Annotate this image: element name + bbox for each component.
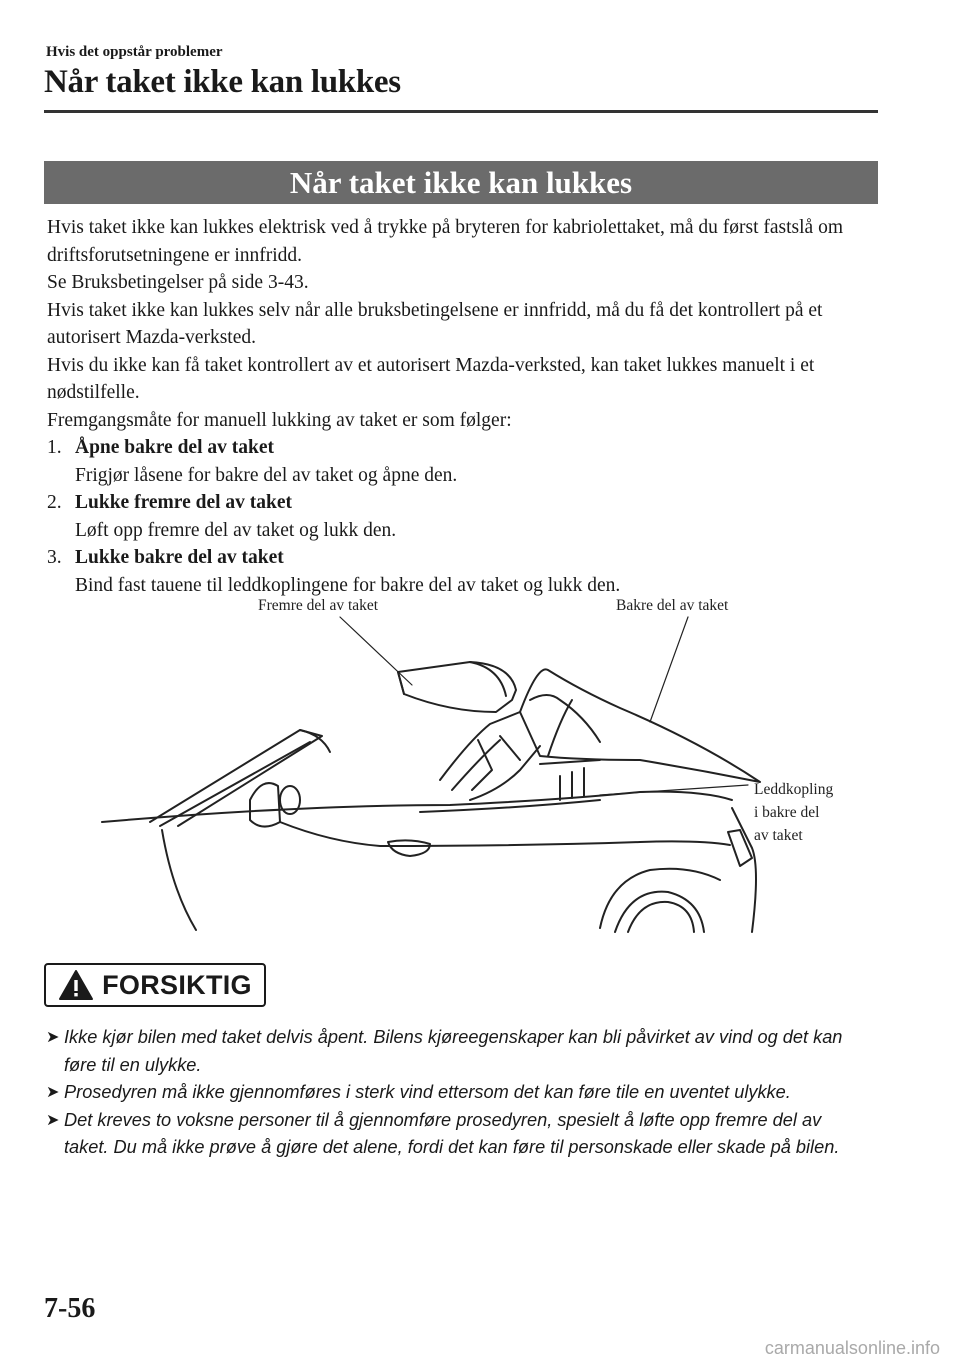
paragraph-emergency: Hvis du ikke kan få taket kontrollert av et autorisert Mazda-verksted, kan taket lukkes manuelt i et nødstilfelle.	[47, 354, 815, 403]
roof-illustration	[0, 590, 960, 940]
caution-item	[46, 1079, 866, 1107]
paragraph-procedure: Fremgangsmåte for manuell lukking av taket er som følger:	[47, 409, 512, 431]
label-rear-link	[754, 778, 833, 847]
step-number: 1.	[47, 437, 62, 458]
caution-item	[46, 1024, 866, 1079]
body-text	[47, 214, 877, 599]
caution-text: Det kreves to voksne personer til å gjennomføre prosedyren, spesielt å løfte opp fremre del av taket. Du må ikke prøve å gjøre det alene, fordi det kan føre til personskade eller skade på bilen.	[64, 1109, 840, 1157]
page-title: Når taket ikke kan lukkes	[44, 64, 401, 100]
caution-item	[46, 1107, 866, 1162]
caution-text: Ikke kjør bilen med taket delvis åpent. Bilens kjøreegenskaper kan bli påvirket av vind og det kan føre til en ulykke.	[64, 1027, 843, 1075]
car-roof-drawing	[0, 590, 960, 940]
label-rear-link-line-1: Leddkopling	[754, 781, 834, 798]
step-number: 2.	[47, 492, 62, 513]
step-number: 3.	[47, 547, 62, 568]
step-title: Åpne bakre del av taket	[75, 437, 274, 458]
label-rear-roof: Bakre del av taket	[616, 597, 729, 614]
label-front-roof: Fremre del av taket	[258, 597, 379, 614]
step-description: Bind fast tauene til leddkoplingene for bakre del av taket og lukk den.	[75, 574, 621, 596]
step-description: Frigjør låsene for bakre del av taket og åpne den.	[75, 464, 458, 486]
warning-triangle-icon	[58, 969, 94, 1001]
arrow-bullet-icon: ➤	[46, 1111, 60, 1129]
step-2	[47, 489, 877, 544]
caution-label: FORSIKTIG	[102, 969, 252, 1000]
watermark: carmanualsonline.info	[764, 1338, 940, 1358]
arrow-bullet-icon: ➤	[46, 1029, 60, 1046]
label-rear-link-line-3: av taket	[754, 827, 803, 844]
chapter-header: Hvis det oppstår problemer	[46, 44, 223, 60]
section-title-banner: Når taket ikke kan lukkes	[44, 161, 878, 204]
arrow-bullet-icon: ➤	[46, 1084, 60, 1101]
paragraph-workshop: Hvis taket ikke kan lukkes selv når alle bruksbetingelsene er innfridd, må du få det kontrollert på et autorisert Mazda-verksted.	[47, 299, 823, 348]
step-1	[47, 434, 877, 489]
paragraph-reference: Se Bruksbetingelser på side 3-43.	[47, 272, 309, 293]
step-title: Lukke fremre del av taket	[75, 492, 293, 513]
heading-divider	[44, 110, 878, 113]
caution-text: Prosedyren må ikke gjennomføres i sterk vind ettersom det kan føre tile en uventet ulykke.	[64, 1082, 791, 1102]
caution-box	[44, 963, 266, 1007]
label-rear-link-line-2: i bakre del	[754, 804, 820, 821]
caution-list	[46, 1024, 866, 1162]
page-number: 7-56	[44, 1293, 96, 1324]
paragraph-intro: Hvis taket ikke kan lukkes elektrisk ved å trykke på bryteren for kabriolettaket, må du først fastslå om driftsforutsetningene er innfridd.	[47, 217, 844, 266]
step-description: Løft opp fremre del av taket og lukk den.	[75, 519, 397, 541]
step-title: Lukke bakre del av taket	[75, 547, 284, 568]
